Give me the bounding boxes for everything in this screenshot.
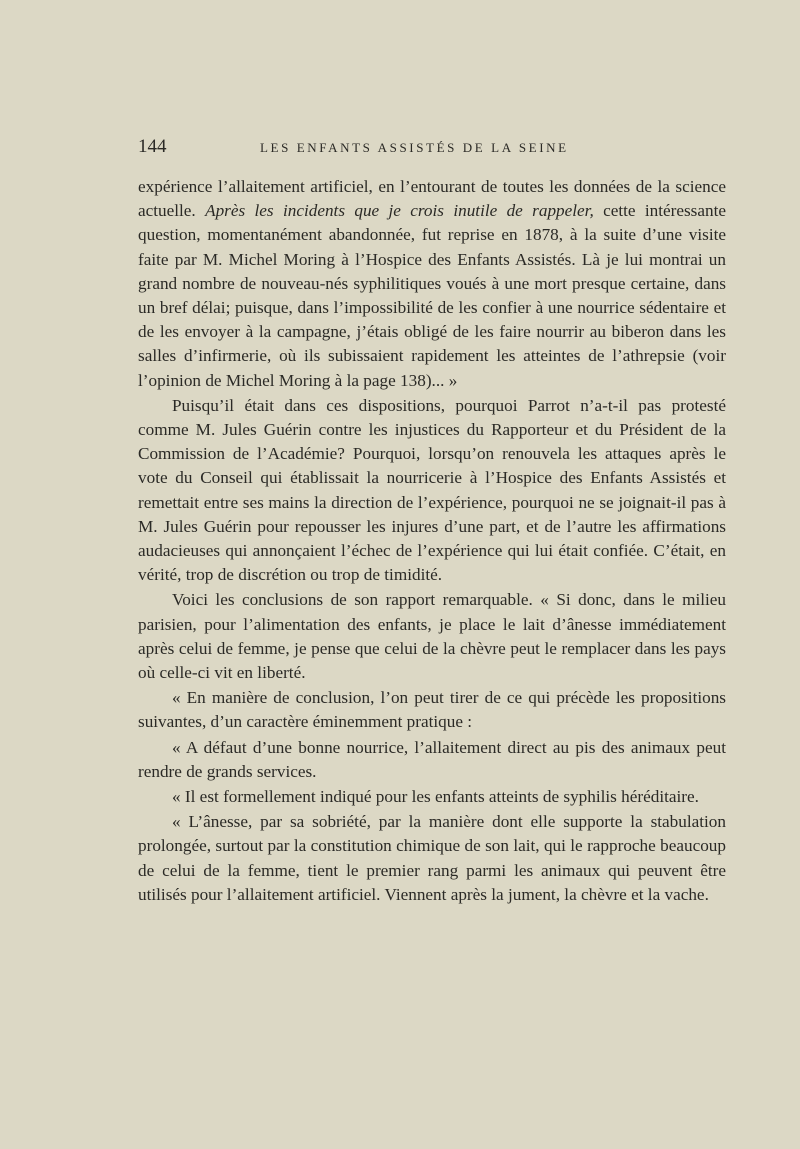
running-title: LES ENFANTS ASSISTÉS DE LA SEINE: [260, 140, 569, 155]
body-text: [138, 175, 726, 907]
paragraph: « A défaut d’une bonne nourrice, l’allaitement direct au pis des animaux peut rendre de grands services.: [138, 737, 726, 781]
paragraph: « En manière de conclusion, l’on peut tirer de ce qui précède les propositions suivantes, d’un caractère éminemment pratique :: [138, 688, 726, 732]
paragraph: « L’ânesse, par sa sobriété, par la manière dont elle supporte la stabulation prolongée, surtout par la constitution chimique de son lait, qui le rapproche beaucoup de celui de la femme, tient le premier rang parmi les animaux qui peuvent être utilisés pour l’allaitement artificiel. Viennent après la jument, la chèvre et la vache.: [138, 812, 726, 904]
paragraph: Voici les conclusions de son rapport remarquable. « Si donc, dans le milieu parisien, pour l’alimentation des enfants, je place le lait d’ânesse immédiatement après celui de femme, je pense que celui de la chèvre peut le remplacer dans les pays où celle-ci vit en liberté.: [138, 590, 726, 683]
paragraph: « Il est formellement indiqué pour les enfants atteints de syphilis héréditaire.: [172, 787, 699, 807]
paragraph: Puisqu’il était dans ces dispositions, pourquoi Parrot n’a-t-il pas protesté comme M. Jules Guérin contre les injustices du Rapporteur et du Président de la Commission de l’Académie? Pourquoi, lorsqu’on renouvela les attaques après le vote du Conseil qui établissait la nourricerie à l’Hospice des Enfants Assistés et remettait entre ses mains la direction de l’expérience, pourquoi ne se joignait-il pas à M. Jules Guérin pour repousser les injures d’une part, et de l’autre les affirmations audacieuses qui annonçaient l’échec de l’expérience qui lui était confiée. C’était, en vérité, trop de discrétion ou trop de timidité.: [138, 395, 726, 585]
paragraph-continued: [138, 175, 726, 393]
italic-phrase: Après les incidents que je crois inutile de rappeler,: [205, 201, 594, 221]
paragraph-text: cette intéressante question, momentanément abandonnée, fut reprise en 1878, à la suite d’une visite faite par M. Michel Moring à l’Hospice des Enfants Assistés. Là je lui montrai un grand nombre de nouveau-nés syphilitiques voués à une mort presque certaine, dans un bref délai; puisque, dans l’impossibilité de les confier à une nourrice sédentaire et de les envoyer à la campagne, j’étais obligé de les faire nourrir au biberon dans les salles d’infirmerie, où ils subissaient rapidement les atteintes de l’athrepsie (voir l’opinion de Michel Moring à la page 138)... »: [138, 201, 726, 390]
page-number: 144: [138, 136, 167, 157]
page-header: [138, 136, 726, 160]
paragraph-text: expérience l’allaitement artificiel, en l’entourant de toutes les données de la science actuelle.: [138, 177, 726, 221]
